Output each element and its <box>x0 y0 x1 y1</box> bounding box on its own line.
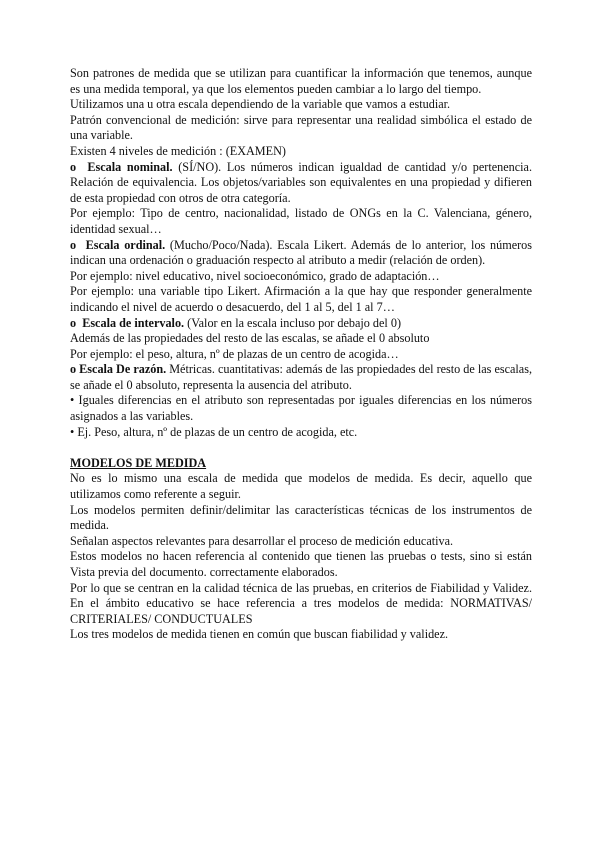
scale-title: Escala nominal. <box>87 159 173 174</box>
scale-razon <box>70 362 532 393</box>
scale-example: Por ejemplo: una variable tipo Likert. Afirmación a la que hay que responder generalmente indicando el nivel de acuerdo o desacuerdo, del 1 al 5, del 1 al 7… <box>70 284 532 314</box>
spacer <box>70 440 532 456</box>
intro-paragraph: Utilizamos una u otra escala dependiendo de la variable que vamos a estudiar. <box>70 97 451 112</box>
document-page <box>70 66 532 643</box>
scale-title: Escala De razón. <box>79 362 167 377</box>
scale-nominal <box>70 160 532 207</box>
scale-title: Escala de intervalo. <box>82 315 185 330</box>
scale-text: Además de las propiedades del resto de las escalas, se añade el 0 absoluto <box>70 331 430 346</box>
scale-example: Por ejemplo: Tipo de centro, nacionalidad, listado de ONGs en la C. Valenciana, género, identidad sexual… <box>70 206 532 236</box>
scale-description: (Valor en la escala incluso por debajo del 0) <box>184 315 402 330</box>
scale-title: Escala ordinal. <box>85 237 166 252</box>
bullet-marker: o <box>70 362 77 377</box>
bullet-marker: o <box>70 237 77 252</box>
scale-point: • Ej. Peso, altura, nº de plazas de un centro de acogida, etc. <box>70 424 358 439</box>
section-paragraph: Los modelos permiten definir/delimitar las características técnicas de los instrumentos de medida. <box>70 502 532 533</box>
scale-description: Métricas. cuantitativas: además de las propiedades del resto de las escalas, se añade el 0 absoluto, representa la ausencia del atributo. <box>70 362 533 392</box>
scale-intervalo <box>70 316 532 332</box>
section-paragraph: Estos modelos no hacen referencia al contenido que tienen las pruebas o tests, sino si están Vista previa del documento. correctamente elaborados. <box>70 549 532 579</box>
bullet-marker: o <box>70 315 77 330</box>
scale-point: • Iguales diferencias en el atributo son representadas por iguales diferencias en los números asignados a las variables. <box>70 393 532 424</box>
bullet-marker: o <box>70 159 77 174</box>
intro-paragraph: Patrón convencional de medición: sirve para representar una realidad simbólica el estado de una variable. <box>70 112 532 143</box>
scale-example: Por ejemplo: nivel educativo, nivel socioeconómico, grado de adaptación… <box>70 268 440 283</box>
scale-description: (SÍ/NO). Los números indican igualdad de cantidad y/o pertenencia. Relación de equivalencia. Los objetos/variables son equivalentes en una propiedad y difieren de esta propiedad con otros de otra categoría. <box>70 159 532 205</box>
section-paragraph: No es lo mismo una escala de medida que modelos de medida. Es decir, aquello que utilizamos como referente a seguir. <box>70 471 532 502</box>
intro-paragraph: Existen 4 niveles de medición : (EXAMEN) <box>70 143 286 158</box>
scale-description: (Mucho/Poco/Nada). Escala Likert. Además de lo anterior, los números indican una ordenación o graduación respecto al atributo a medir (relación de orden). <box>70 237 532 268</box>
section-paragraph: Los tres modelos de medida tienen en común que buscan fiabilidad y validez. <box>70 627 449 642</box>
section-paragraph: Por lo que se centran en la calidad técnica de las pruebas, en criterios de Fiabilidad y Validez. En el ámbito educativo se hace referencia a tres modelos de medida: NORMATIVAS/ CRITERIALES/ CONDUCTUALES <box>70 580 532 626</box>
section-heading: MODELOS DE MEDIDA <box>70 455 207 470</box>
section-paragraph: Señalan aspectos relevantes para desarrollar el proceso de medición educativa. <box>70 533 454 548</box>
intro-paragraph: Son patrones de medida que se utilizan para cuantificar la información que tenemos, aunque es una medida temporal, ya que los elementos pueden cambiar a lo largo del tiempo. <box>70 66 532 96</box>
scale-ordinal <box>70 238 532 269</box>
scale-example: Por ejemplo: el peso, altura, nº de plazas de un centro de acogida… <box>70 346 399 361</box>
